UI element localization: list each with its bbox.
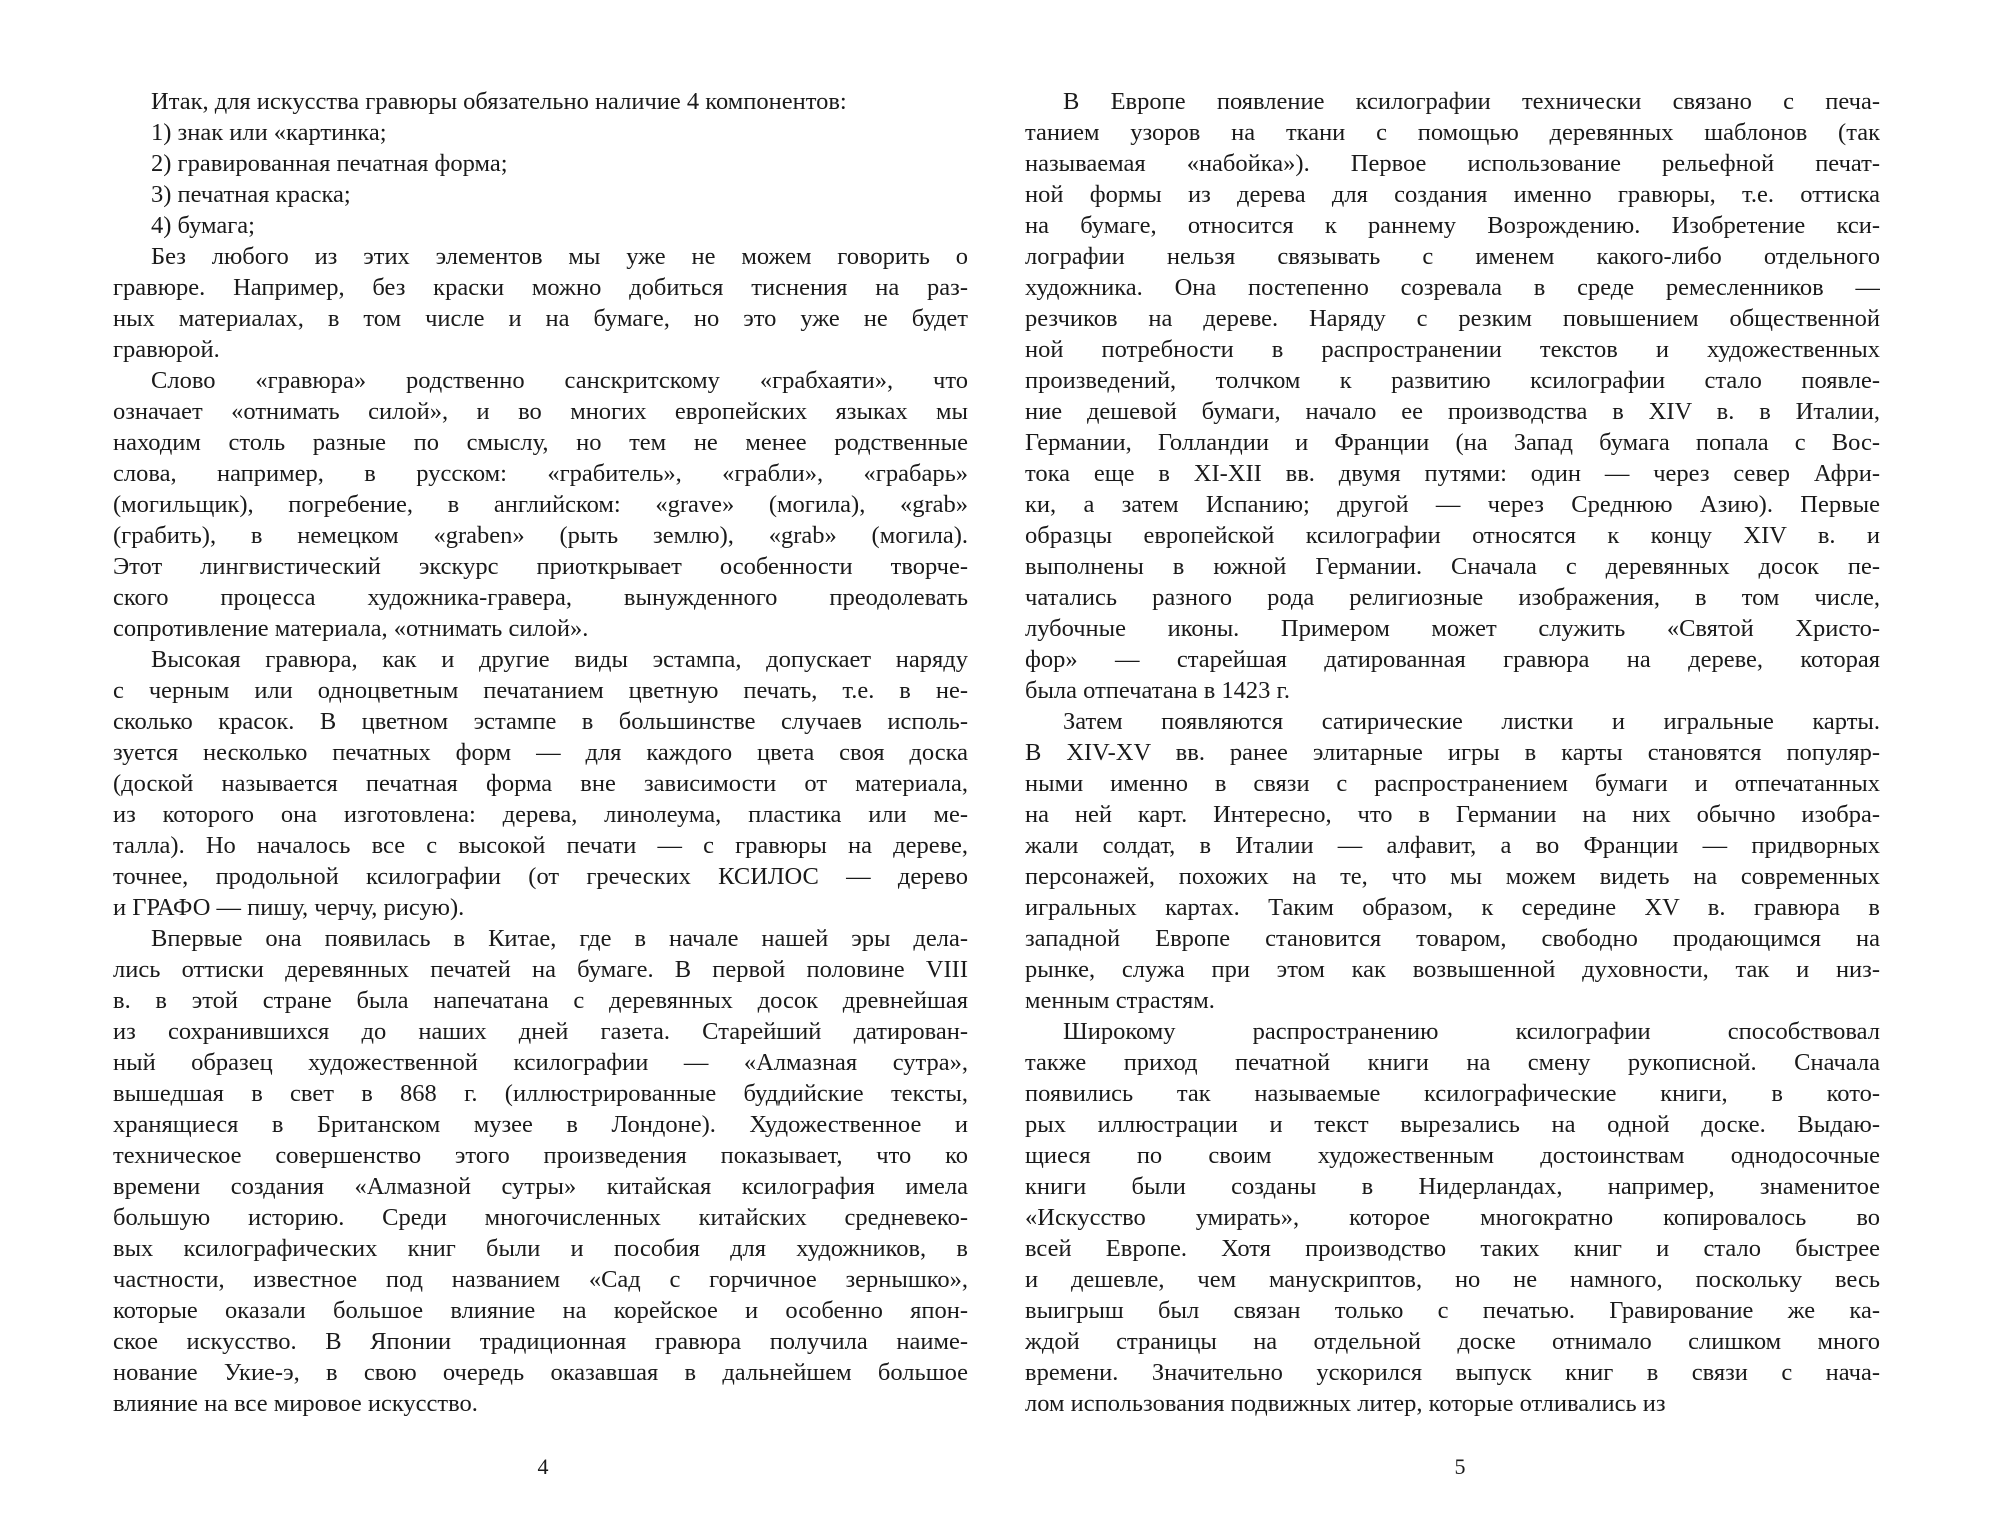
text-line: Широкому распространению ксилографии способствовал	[1063, 1018, 1880, 1045]
text-line: ние дешевой бумаги, начало ее производства в XIV в. в Италии,	[1025, 398, 1880, 425]
text-line: означает «отнимать силой», и во многих европейских языках мы	[113, 398, 968, 425]
text-line: с черным или одноцветным печатанием цветную печать, т.е. в не-	[113, 677, 968, 704]
text-line: влияние на все мировое искусство.	[113, 1390, 478, 1417]
text-line: ки, а затем Испанию; другой — через Среднюю Азию). Первые	[1025, 491, 1880, 518]
left-page-number: 4	[537, 1454, 549, 1479]
text-line: Высокая гравюра, как и другие виды эстампа, допускает наряду	[151, 646, 968, 673]
text-line: тока еще в XI-XII вв. двумя путями: один — через север Афри-	[1025, 460, 1880, 487]
left-page	[113, 86, 968, 1419]
text-line: рынке, служа при этом как возвышенной духовности, так и низ-	[1025, 956, 1880, 983]
text-line: сколько красок. В цветном эстампе в большинстве случаев исполь-	[113, 708, 968, 735]
text-line: менным страстям.	[1025, 987, 1215, 1014]
text-line: большую историю. Среди многочисленных китайских средневеко-	[113, 1204, 968, 1231]
text-line: всей Европе. Хотя производство таких книг и стало быстрее	[1025, 1235, 1880, 1262]
text-line: лографии нельзя связывать с именем какого-либо отдельного	[1025, 243, 1880, 270]
text-line: на бумаге, относится к раннему Возрождению. Изобретение кси-	[1025, 212, 1880, 239]
text-line: также приход печатной книги на смену рукописной. Сначала	[1025, 1049, 1880, 1076]
paragraph	[113, 86, 968, 117]
text-line: точнее, продольной ксилографии (от греческих КСИЛОС — дерево	[113, 863, 968, 890]
text-line: (грабить), в немецком «graben» (рыть землю), «grab» (могила).	[113, 522, 968, 549]
text-line: ными именно в связи с распространением бумаги и отпечатанных	[1025, 770, 1880, 797]
text-line: и ГРАФО — пишу, черчу, рисую).	[113, 894, 465, 921]
paragraph	[1025, 1016, 1880, 1419]
text-line: лубочные иконы. Примером может служить «Святой Христо-	[1025, 615, 1880, 642]
text-line: времени. Значительно ускорился выпуск книг в связи с нача-	[1025, 1359, 1880, 1386]
text-line: ной формы из дерева для создания именно гравюры, т.е. оттиска	[1025, 181, 1880, 208]
text-line: Итак, для искусства гравюры обязательно наличие 4 компонентов:	[151, 88, 847, 115]
text-line: вых ксилографических книг были и пособия для художников, в	[113, 1235, 968, 1262]
text-line: образцы европейской ксилографии относятся к концу XIV в. и	[1025, 522, 1880, 549]
text-line: ждой страницы на отдельной доске отнимало слишком много	[1025, 1328, 1880, 1355]
text-line: В Европе появление ксилографии технически связано с печа-	[1063, 88, 1880, 115]
text-line: слова, например, в русском: «грабитель», «грабли», «грабарь»	[113, 460, 968, 487]
text-line: выигрыш был связан только с печатью. Гравирование же ка-	[1025, 1297, 1880, 1324]
text-line: (могильщик), погребение, в английском: «grave» (могила), «grab»	[113, 491, 968, 518]
text-line: ных материалах, в том числе и на бумаге, но это уже не будет	[113, 305, 968, 332]
text-line: (доской называется печатная форма вне зависимости от материала,	[113, 770, 968, 797]
text-line: персонажей, похожих на те, что мы можем видеть на современных	[1025, 863, 1880, 890]
text-line: Германии, Голландии и Франции (на Запад бумага попала с Вос-	[1025, 429, 1880, 456]
paragraph	[1025, 86, 1880, 706]
text-line: «Искусство умирать», которое многократно копировалось во	[1025, 1204, 1880, 1231]
list-item: 3) печатная краска;	[151, 181, 351, 208]
right-page-number: 5	[1454, 1454, 1466, 1479]
paragraph	[113, 241, 968, 365]
text-line: В XIV-XV вв. ранее элитарные игры в карты становятся популяр-	[1025, 739, 1880, 766]
text-line: Впервые она появилась в Китае, где в начале нашей эры дела-	[151, 925, 968, 952]
text-line: сопротивление материала, «отнимать силой».	[113, 615, 589, 642]
paragraph	[113, 644, 968, 923]
text-line: ское искусство. В Японии традиционная гравюра получила наиме-	[113, 1328, 968, 1355]
text-line: на ней карт. Интересно, что в Германии на них обычно изобра-	[1025, 801, 1880, 828]
text-line: техническое совершенство этого произведения показывает, что ко	[113, 1142, 968, 1169]
text-line: произведений, толчком к развитию ксилографии стало появле-	[1025, 367, 1880, 394]
text-line: и дешевле, чем манускриптов, но не намного, поскольку весь	[1025, 1266, 1880, 1293]
text-line: щиеся по своим художественным достоинствам однодосочные	[1025, 1142, 1880, 1169]
text-line: талла). Но началось все с высокой печати — с гравюры на дереве,	[113, 832, 968, 859]
text-line: ный образец художественной ксилографии — «Алмазная сутра»,	[113, 1049, 968, 1076]
text-line: танием узоров на ткани с помощью деревянных шаблонов (так	[1025, 119, 1880, 146]
text-line: появились так называемые ксилографические книги, в кото-	[1025, 1080, 1880, 1107]
text-line: ной потребности в распространении текстов и художественных	[1025, 336, 1880, 363]
text-line: Без любого из этих элементов мы уже не можем говорить о	[151, 243, 968, 270]
text-line: гравюрой.	[113, 336, 220, 363]
text-line: ского процесса художника-гравера, вынужденного преодолевать	[113, 584, 968, 611]
right-page	[1025, 86, 1880, 1419]
text-line: художника. Она постепенно созревала в среде ремесленников —	[1025, 274, 1880, 301]
text-line: западной Европе становится товаром, свободно продающимся на	[1025, 925, 1880, 952]
paragraph	[1025, 706, 1880, 1016]
text-line: выполнены в южной Германии. Сначала с деревянных досок пе-	[1025, 553, 1880, 580]
text-line: чатались разного рода религиозные изображения, в том числе,	[1025, 584, 1880, 611]
text-line: лом использования подвижных литер, которые отливались из	[1025, 1390, 1666, 1417]
list	[113, 117, 968, 241]
text-line: Слово «гравюра» родственно санскритскому «грабхаяти», что	[151, 367, 968, 394]
text-line: находим столь разные по смыслу, но тем не менее родственные	[113, 429, 968, 456]
text-line: игральных картах. Таким образом, к середине XV в. гравюра в	[1025, 894, 1880, 921]
text-line: из сохранившихся до наших дней газета. Старейший датирован-	[113, 1018, 968, 1045]
text-line: рых иллюстрации и текст вырезались на одной доске. Выдаю-	[1025, 1111, 1880, 1138]
text-line: жали солдат, в Италии — алфавит, а во Франции — придворных	[1025, 832, 1880, 859]
text-line: резчиков на дереве. Наряду с резким повышением общественной	[1025, 305, 1880, 332]
text-line: хранящиеся в Британском музее в Лондоне). Художественное и	[113, 1111, 968, 1138]
text-line: вышедшая в свет в 868 г. (иллюстрированные буддийские тексты,	[113, 1080, 968, 1107]
text-line: нование Укие-э, в свою очередь оказавшая в дальнейшем большое	[113, 1359, 968, 1386]
text-line: была отпечатана в 1423 г.	[1025, 677, 1290, 704]
list-item: 4) бумага;	[151, 212, 255, 239]
text-line: книги были созданы в Нидерландах, например, знаменитое	[1025, 1173, 1880, 1200]
text-line: зуется несколько печатных форм — для каждого цвета своя доска	[113, 739, 968, 766]
text-line: в. в этой стране была напечатана с деревянных досок древнейшая	[113, 987, 968, 1014]
text-line: Этот лингвистический экскурс приоткрывает особенности творче-	[113, 553, 968, 580]
text-line: которые оказали большое влияние на корейское и особенно япон-	[113, 1297, 968, 1324]
text-line: частности, известное под названием «Сад с горчичное зернышко»,	[113, 1266, 968, 1293]
text-line: лись оттиски деревянных печатей на бумаге. В первой половине VIII	[113, 956, 968, 983]
text-line: гравюре. Например, без краски можно добиться тиснения на раз-	[113, 274, 968, 301]
text-line: фор» — старейшая датированная гравюра на дереве, которая	[1025, 646, 1880, 673]
paragraph	[113, 923, 968, 1419]
text-line: называемая «набойка»). Первое использование рельефной печат-	[1025, 150, 1880, 177]
text-line: из которого она изготовлена: дерева, линолеума, пластика или ме-	[113, 801, 968, 828]
text-line: времени создания «Алмазной сутры» китайская ксилография имела	[113, 1173, 968, 1200]
paragraph	[113, 365, 968, 644]
list-item: 1) знак или «картинка;	[151, 119, 387, 146]
list-item: 2) гравированная печатная форма;	[151, 150, 508, 177]
text-line: Затем появляются сатирические листки и игральные карты.	[1063, 708, 1880, 735]
